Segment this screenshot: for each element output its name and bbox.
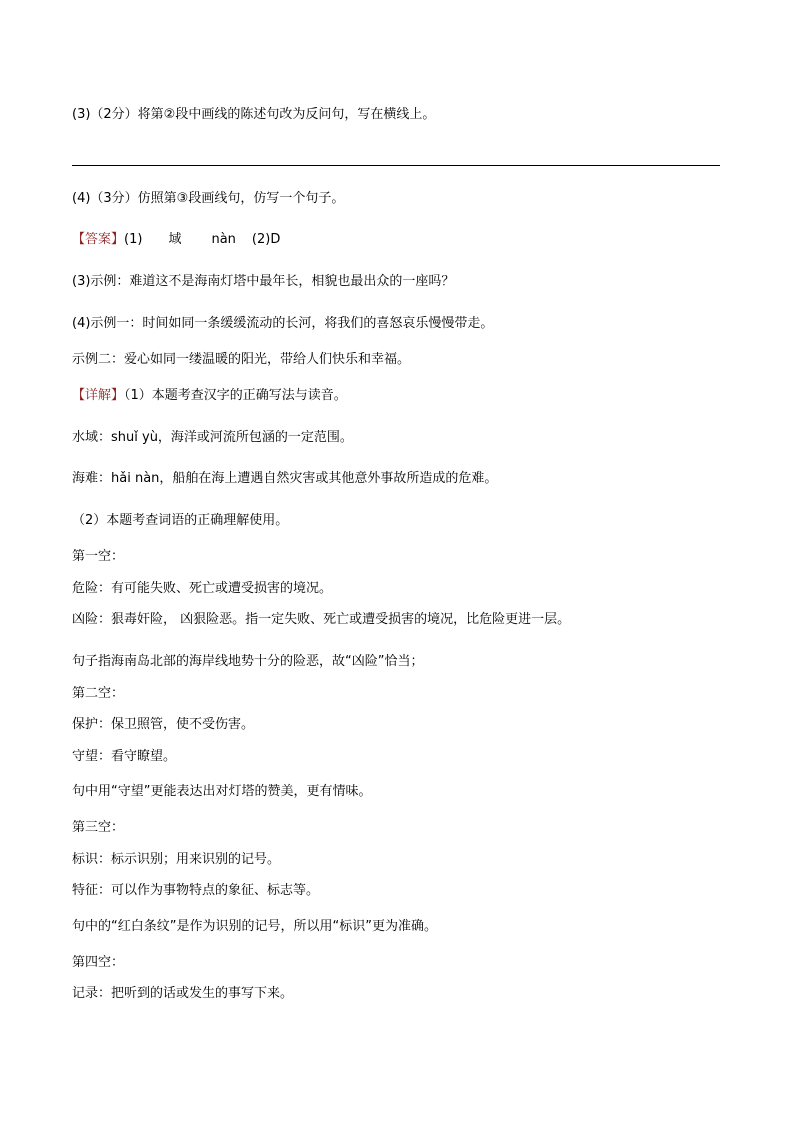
explanation-line: 第三空： <box>72 820 125 835</box>
explanation-line: 记录：把听到的话或发生的事写下来。 <box>72 986 294 1001</box>
answer-4-example-2: 示例二：爱心如同一缕温暖的阳光，带给人们快乐和幸福。 <box>72 352 411 367</box>
explanation-line: 第一空： <box>72 549 125 564</box>
explanation-line: 海难：hǎi nàn，船舶在海上遭遇自然灾害或其他意外事故所造成的危难。 <box>72 471 498 486</box>
detail-line <box>72 387 347 405</box>
explanation-line: 句子指海南岛北部的海岸线地势十分的险恶，故“凶险”恰当； <box>72 654 424 669</box>
answer-part-1-number: (1) <box>124 232 143 247</box>
answer-4-example-1: (4)示例一：时间如同一条缓缓流动的长河，将我们的喜怒哀乐慢慢带走。 <box>72 316 494 331</box>
answer-part-2: (2)D <box>251 232 281 247</box>
answer-blank-line <box>72 165 720 166</box>
explanation-line: 凶险：狠毒奸险， 凶狠险恶。指一定失败、死亡或遭受损害的境况，比危险更进一层。 <box>72 612 571 627</box>
answer-3: (3)示例：难道这不是海南灯塔中最年长，相貌也最出众的一座吗？ <box>72 274 455 289</box>
answer-part-1-char: 域 <box>168 232 182 247</box>
answer-label: 【答案】 <box>72 232 125 247</box>
answer-line <box>72 231 280 249</box>
explanation-line: 保护：保卫照管，使不受伤害。 <box>72 717 255 732</box>
explanation-line: 句中的“红白条纹”是作为识别的记号，所以用“标识”更为准确。 <box>72 919 437 934</box>
explanation-line: 标识：标示识别；用来识别的记号。 <box>72 852 281 867</box>
question-3: (3)（2分）将第②段中画线的陈述句改为反问句，写在横线上。 <box>72 107 436 122</box>
explanation-line: （2）本题考查词语的正确理解使用。 <box>72 513 289 528</box>
detail-text: （1）本题考查汉字的正确写法与读音。 <box>124 388 347 403</box>
detail-label: 【详解】 <box>72 388 125 403</box>
explanation-line: 水域：shuǐ yù，海洋或河流所包涵的一定范围。 <box>72 430 353 445</box>
explanation-line: 守望：看守瞭望。 <box>72 749 177 764</box>
explanation-line: 第四空： <box>72 955 125 970</box>
question-4: (4)（3分）仿照第③段画线句，仿写一个句子。 <box>72 191 345 206</box>
explanation-line: 第二空： <box>72 686 125 701</box>
explanation-line: 危险：有可能失败、死亡或遭受损害的境况。 <box>72 581 333 596</box>
explanation-line: 句中用“守望”更能表达出对灯塔的赞美，更有情味。 <box>72 784 372 799</box>
answer-part-1-pinyin: nàn <box>211 232 236 247</box>
explanation-line: 特征：可以作为事物特点的象征、标志等。 <box>72 883 320 898</box>
